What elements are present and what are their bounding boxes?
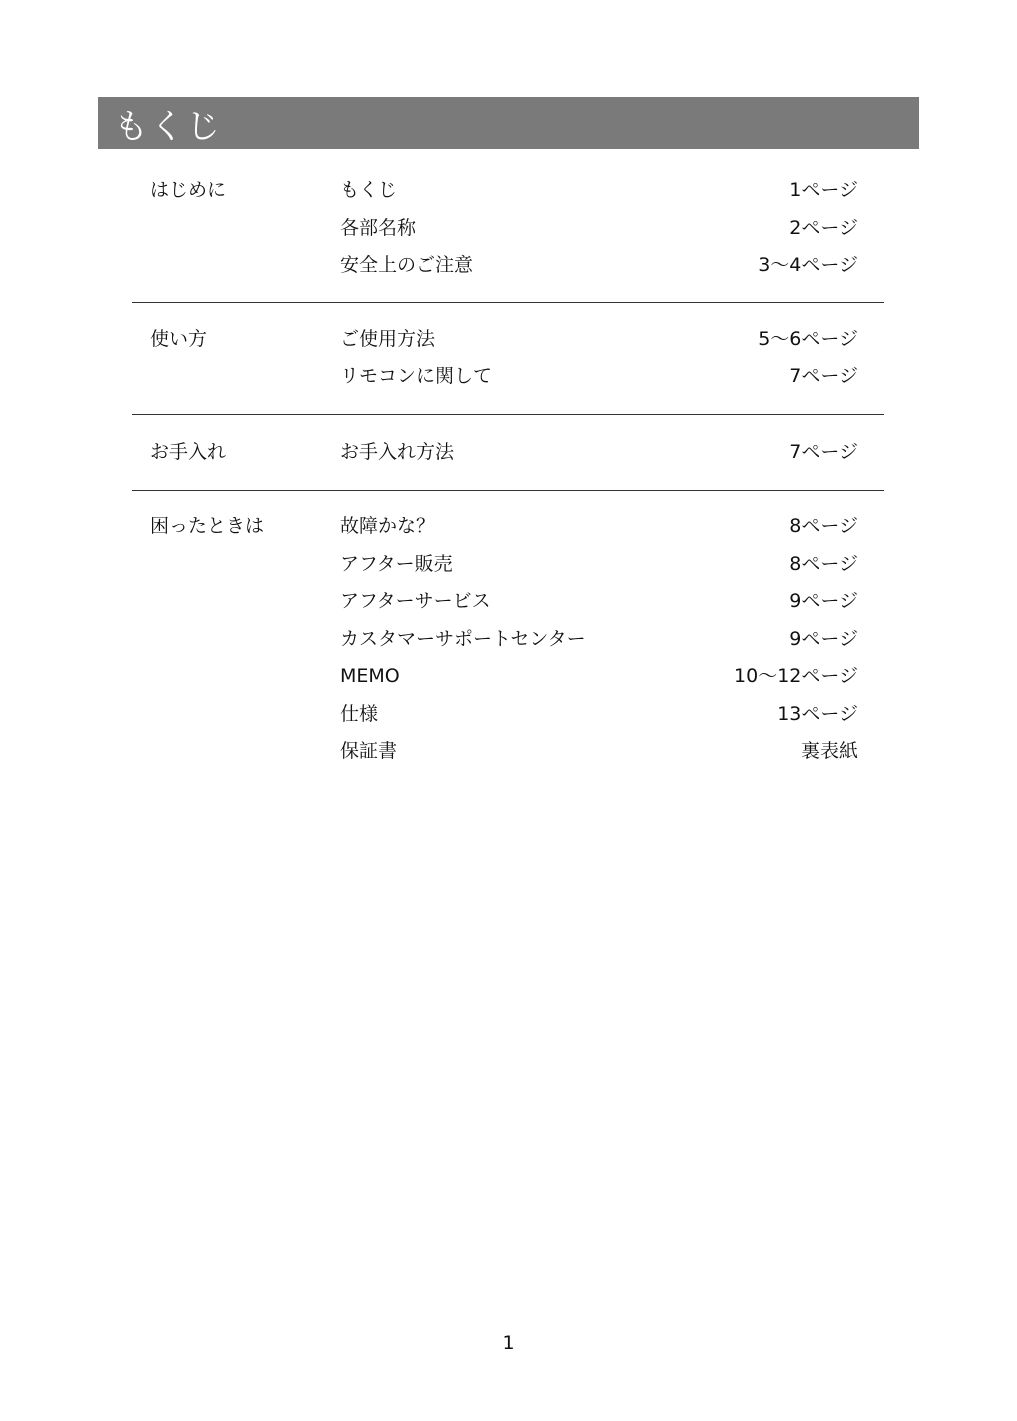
- toc-entry[interactable]: [340, 583, 858, 621]
- entry-name: お手入れ方法: [340, 440, 455, 463]
- entry-name: リモコンに関して: [340, 365, 493, 387]
- entry-name: ご使用方法: [340, 327, 436, 350]
- toc-section: [132, 491, 884, 771]
- entry-page: 7ページ: [789, 365, 858, 387]
- toc-title-bar: [98, 97, 919, 149]
- entry-page: 9ページ: [789, 590, 858, 612]
- toc-entry[interactable]: [340, 172, 858, 210]
- toc-entry[interactable]: [340, 658, 858, 696]
- section-entries: [340, 172, 858, 285]
- entry-page: 10～12ページ: [734, 665, 858, 687]
- section-entries: [340, 321, 858, 396]
- table-of-contents: [132, 172, 884, 771]
- entry-name: もくじ: [340, 179, 398, 201]
- section-entries: [340, 508, 858, 771]
- toc-entry[interactable]: [340, 247, 858, 285]
- entry-name: 各部名称: [340, 216, 417, 239]
- section-label: 困ったときは: [150, 515, 265, 537]
- entry-page: 裏表紙: [800, 740, 858, 762]
- toc-section: [132, 172, 884, 303]
- entry-name: 仕様: [340, 702, 379, 725]
- page-title: もくじ: [114, 106, 222, 147]
- entry-name: アフターサービス: [340, 590, 491, 612]
- toc-entry[interactable]: [340, 621, 858, 659]
- toc-entry[interactable]: [340, 321, 858, 359]
- entry-page: 7ページ: [789, 440, 858, 463]
- entry-name: 保証書: [340, 740, 398, 762]
- section-label: 使い方: [150, 327, 208, 350]
- toc-entry[interactable]: [340, 210, 858, 248]
- toc-section: [132, 415, 884, 492]
- entry-name: 安全上のご注意: [340, 254, 474, 276]
- entry-page: 3～4ページ: [758, 254, 858, 276]
- toc-entry[interactable]: [340, 546, 858, 584]
- entry-page: 2ページ: [789, 216, 858, 239]
- toc-entry[interactable]: [340, 358, 858, 396]
- toc-entry[interactable]: [340, 733, 858, 771]
- entry-page: 9ページ: [789, 627, 858, 650]
- section-entries: [340, 434, 858, 472]
- toc-section: [132, 303, 884, 415]
- section-label: はじめに: [150, 179, 227, 201]
- entry-name: 故障かな？: [340, 515, 436, 537]
- toc-entry[interactable]: [340, 696, 858, 734]
- section-label: お手入れ: [150, 440, 227, 463]
- entry-page: 5～6ページ: [758, 327, 858, 350]
- entry-page: 8ページ: [789, 515, 858, 537]
- entry-name: MEMO: [340, 665, 400, 687]
- entry-page: 1ページ: [789, 179, 858, 201]
- entry-page: 13ページ: [777, 702, 858, 725]
- entry-page: 8ページ: [789, 552, 858, 575]
- toc-entry[interactable]: [340, 434, 858, 472]
- page-number: 1: [502, 1332, 515, 1354]
- entry-name: アフター販売: [340, 552, 453, 575]
- entry-name: カスタマーサポートセンター: [340, 627, 586, 650]
- toc-entry[interactable]: [340, 508, 858, 546]
